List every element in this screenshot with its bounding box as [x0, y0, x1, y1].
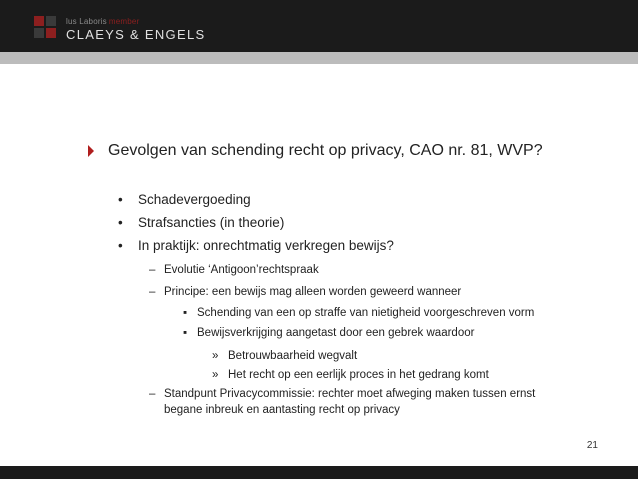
- sub-sub-item: [183, 306, 534, 320]
- sub-sub-item-text: Schending van een op straffe van nietigheid voorgeschreven vorm: [197, 307, 535, 319]
- logo-tagline-suffix: member: [108, 17, 140, 26]
- bullet-text: Schadevergoeding: [138, 192, 251, 207]
- sub-sub-item-text: Bewijsverkrijging aangetast door een gebrek waardoor: [197, 327, 475, 339]
- level4-item: [212, 368, 489, 382]
- bullet-icon: •: [118, 215, 123, 230]
- dash-icon: –: [149, 286, 156, 298]
- chevron-icon: »: [212, 369, 219, 381]
- sub-item-continuation: begane inbreuk en aantasting recht op privacy: [164, 404, 400, 416]
- square-bullet-icon: ▪: [183, 307, 188, 319]
- sub-item-text: Evolutie ‘Antigoon’rechtspraak: [164, 264, 319, 276]
- heading-arrow-icon: [88, 145, 94, 157]
- dash-icon: –: [149, 264, 156, 276]
- logo-squares-icon: [34, 16, 56, 38]
- dash-icon: –: [149, 388, 156, 400]
- footer-bar: [0, 466, 638, 479]
- sub-sub-item: [183, 326, 474, 340]
- claeys-engels-logo-icon: [34, 16, 56, 38]
- header-bar: [0, 0, 638, 52]
- sub-item-text: Principe: een bewijs mag alleen worden geweerd wanneer: [164, 286, 462, 298]
- header-stripe: [0, 52, 638, 64]
- page-number: 21: [586, 440, 598, 451]
- bullet-icon: •: [118, 238, 123, 253]
- bullet-text: Strafsancties (in theorie): [138, 215, 285, 230]
- sub-item: [149, 285, 461, 299]
- logo-tagline-prefix: lus Laboris: [66, 17, 107, 26]
- sub-item: [149, 387, 535, 401]
- level4-item: [212, 349, 357, 363]
- bullet-item: [118, 192, 251, 208]
- bullet-icon: •: [118, 192, 123, 207]
- chevron-icon: »: [212, 350, 219, 362]
- sub-item-text: Standpunt Privacycommissie: rechter moet afweging maken tussen ernst: [164, 388, 536, 400]
- bullet-item: [118, 238, 394, 254]
- slide-heading: Gevolgen van schending recht op privacy, CAO nr. 81, WVP?: [108, 142, 543, 159]
- bullet-text: In praktijk: onrechtmatig verkregen bewijs?: [138, 238, 394, 253]
- level4-item-text: Het recht op een eerlijk proces in het gedrang komt: [228, 369, 489, 381]
- square-bullet-icon: ▪: [183, 327, 188, 339]
- bullet-item: [118, 215, 284, 231]
- sub-item: [149, 263, 319, 277]
- level4-item-text: Betrouwbaarheid wegvalt: [228, 350, 358, 362]
- logo-firm-name: CLAEYS & ENGELS: [66, 27, 206, 42]
- logo-tagline: [66, 17, 139, 26]
